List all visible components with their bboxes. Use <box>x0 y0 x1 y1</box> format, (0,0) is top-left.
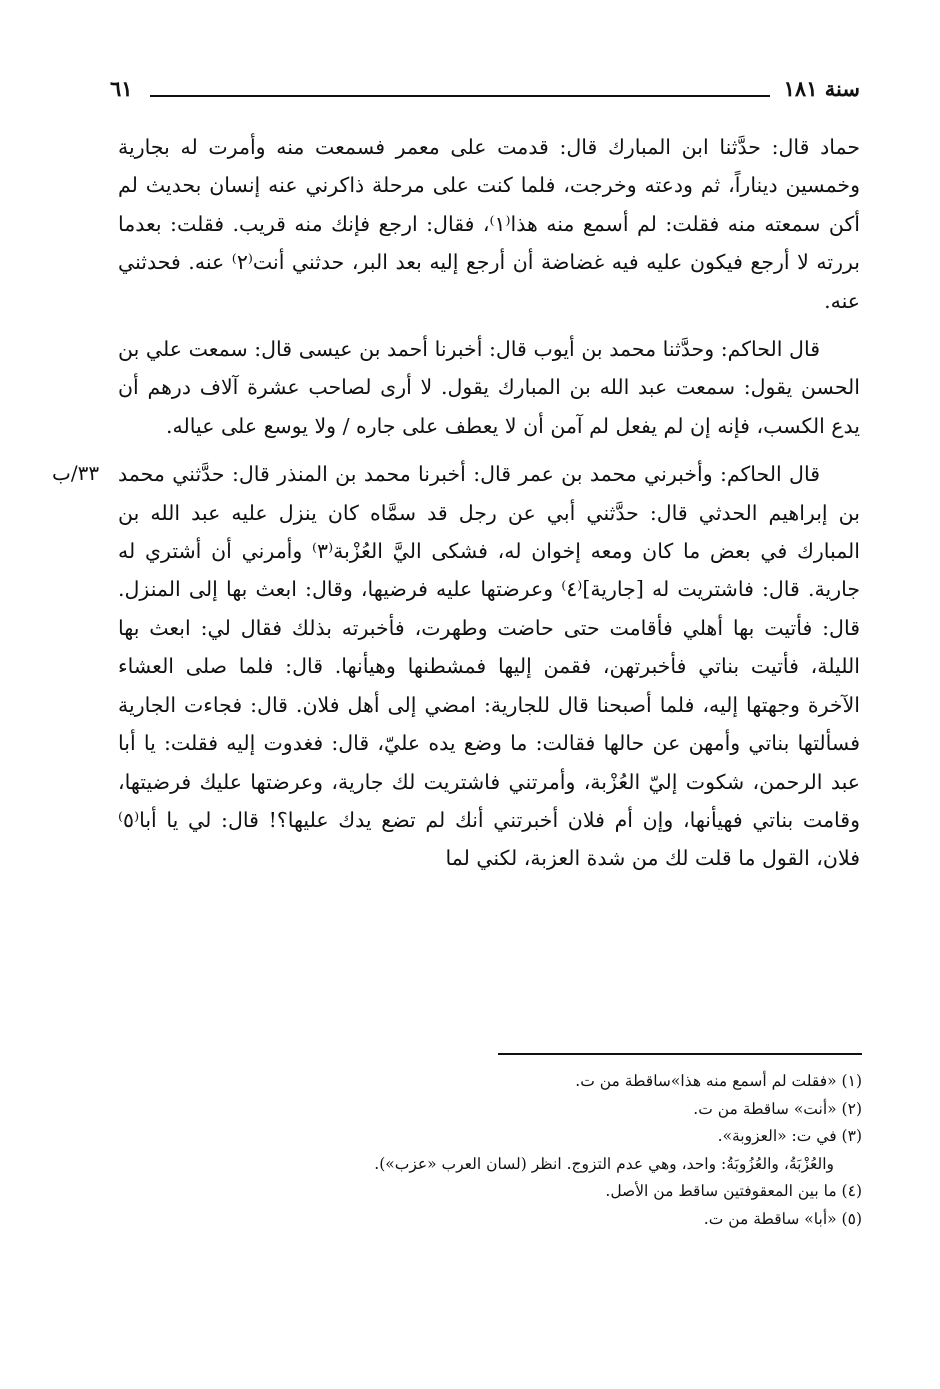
paragraph: قال الحاكم: وحدَّثنا محمد بن أيوب قال: أخبرنا أحمد بن عيسى قال: سمعت علي بن الحسن يقول: سمعت عبد الله بن المبارك يقول. لا أرى لصاحب عشرة آلاف درهم أن يدع الكسب، فإنه إن لم يفعل لم آمن أن لا يعطف على جاره / ولا يوسع على عياله. <box>118 337 860 438</box>
main-text <box>118 128 860 888</box>
footnote-continuation: والعُزْبَةُ، والعُزُوبَةُ: واحد، وهي عدم التزوج. انظر (لسان العرب «عزب»). <box>374 1154 834 1173</box>
manuscript-folio-note: ٣٣/ب <box>52 461 100 485</box>
footnotes <box>118 1068 862 1233</box>
footnote: (٤) ما بين المعقوفتين ساقط من الأصل. <box>605 1182 862 1200</box>
paragraph: حماد قال: حدَّثنا ابن المبارك قال: قدمت على معمر فسمعت منه وأمرت له بجارية وخمسين ديناراً، ثم ودعته وخرجت، فلما كنت على مرحلة ذاكرني عنه إنسان بحديث لم أكن سمعته منه فقلت: لم أسمع منه هذا⁽١⁾، فقال: ارجع فإنك منه قريب. فقلت: بعدما بررته لا أرجع فيكون عليه فيه غضاضة أن أرجع إليه بعد البر، حدثني أنت⁽٢⁾ عنه. فحدثني عنه. <box>118 135 860 313</box>
paragraph: قال الحاكم: وأخبرني محمد بن عمر قال: أخبرنا محمد بن المنذر قال: حدَّثني محمد بن إبراهيم الحدثي قال: حدَّثني أبي عن رجل قد سمَّاه كان ينزل عليه عبد الله بن المبارك في بعض ما كان ومعه إخوان له، فشكى اليَّ العُزْبة⁽٣⁾ وأمرني أن أشتري له جارية. قال: فاشتريت له [جارية]⁽٤⁾ وعرضتها عليه فرضيها، وقال: ابعث بها إلى المنزل. قال: فأتيت بها أهلي فأقامت حتى حاضت وطهرت، فأخبرته بذلك فقال لي: ابعث بها الليلة، فأتيت بناتي فأخبرتهن، فقمن إليها فمشطنها وهيأنها. قال: فلما صلى العشاء الآخرة وجهتها إليه، فلما أصبحنا قال للجارية: امضي إلى أهل فلان. قال: فجاءت الجارية فسألتها بناتي وأمهن عن حالها فقالت: ما وضع يده عليّ، قال: فغدوت إليه فقلت: يا أبا عبد الرحمن، شكوت إليّ العُزْبة، وأمرتني فاشتريت لك جارية، وعرضتها عليك فرضيتها، وقامت بناتي فهيأنها، وإن أم فلان أخبرتني أنك لم تضع يدك عليها؟! قال: لي يا أبا⁽٥⁾ فلان، القول ما قلت لك من شدة العزبة، لكني لما <box>118 462 861 871</box>
page-number: ٦١ <box>110 76 133 101</box>
footnote-rule <box>498 1053 862 1055</box>
header-rule <box>150 95 770 97</box>
footnote: (٥) «أبا» ساقطة من ت. <box>703 1209 862 1228</box>
footnote: (٣) في ت: «العزوبة». <box>717 1127 862 1145</box>
footnote: (١) «فقلت لم أسمع منه هذا»ساقطة من ت. <box>575 1072 862 1090</box>
footnote: (٢) «أنت» ساقطة من ت. <box>693 1099 862 1118</box>
running-header-year: سنة ١٨١ <box>783 76 860 101</box>
